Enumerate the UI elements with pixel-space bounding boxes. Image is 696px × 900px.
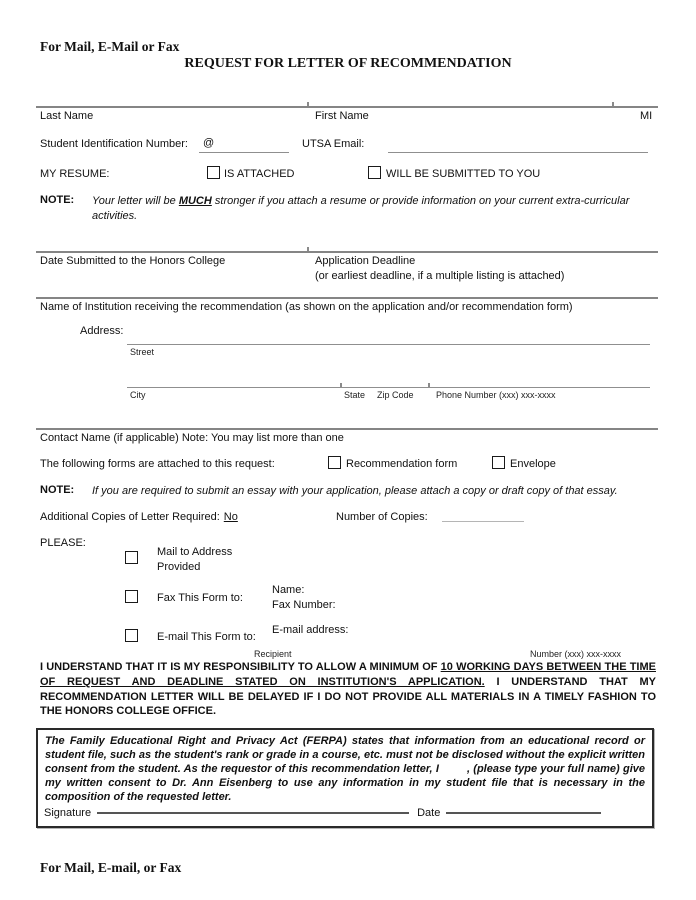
table-divider-tick — [307, 247, 309, 251]
student-id-label: Student Identification Number: — [40, 138, 188, 150]
date-label: Date — [417, 807, 441, 819]
last-name-label: Last Name — [40, 110, 94, 122]
header-audience-label: For Mail, E-Mail or Fax — [40, 39, 180, 54]
student-id-value: @ — [203, 137, 215, 149]
ferpa-consent-box — [36, 728, 654, 828]
ferpa-text-before-blank: The Family Educational Right and Privacy Act (FERPA) states that information from an educational record or student file, such as the student's rank or grade in a course, etc. must not be disclosed without the explicit written consent from the student. As the requestor of this recommendation letter, I — [45, 735, 645, 775]
note-resume-text-before: Your letter will be — [92, 195, 179, 207]
mail-option-label: Mail to Address Provided — [157, 546, 233, 573]
phone-caption: Phone Number (xxx) xxx-xxxx — [436, 390, 556, 400]
table-divider-tick — [612, 102, 614, 106]
recipient-number-caption: Number (xxx) xxx-xxxx — [530, 649, 622, 659]
footer-audience-label: For Mail, E-mail, or Fax — [40, 860, 182, 875]
table-divider-tick — [428, 383, 430, 387]
note-essay-text: If you are required to submit an essay with your application, please attach a copy or draft copy of that essay. — [92, 485, 618, 497]
please-label: PLEASE: — [40, 537, 86, 549]
signature-label: Signature — [44, 807, 92, 819]
divider-contact — [36, 428, 658, 430]
acknowledgement-text-after: I UNDERSTAND THAT MY RECOMMENDATION LETTER WILL BE DELAYED IF I DO NOT PROVIDE ALL MATERIALS IN A TIMELY FASHION TO THE HONORS COLLEGE OFFICE. — [40, 675, 657, 718]
fax-number-label: Fax Number: — [272, 599, 336, 611]
recommendation-form-label: Recommendation form — [346, 458, 458, 470]
address-label: Address: — [80, 325, 124, 337]
first-name-label: First Name — [315, 110, 369, 122]
fax-name-label: Name: — [272, 584, 305, 596]
additional-copies-label-text: Additional Copies of Letter Required: — [40, 511, 220, 523]
attached-forms-label: The following forms are attached to this request: — [40, 458, 275, 470]
middle-initial-label: MI — [640, 110, 653, 122]
resume-attached-label: IS ATTACHED — [224, 168, 295, 180]
signature-row — [44, 807, 609, 819]
city-caption: City — [130, 390, 146, 400]
table-divider-tick — [340, 383, 342, 387]
ferpa-text-after-blank: , (please type your full name) give my written consent to Dr. Ann Eisenberg to use any information in my student file that is necessary in the composition of the requested letter. — [45, 763, 645, 803]
utsa-email-field[interactable] — [388, 152, 648, 153]
table-divider-tick — [307, 102, 309, 106]
street-caption: Street — [130, 347, 155, 357]
acknowledgement-text-before: I UNDERSTAND THAT IT IS MY RESPONSIBILITY TO ALLOW A MINIMUM OF — [40, 661, 441, 673]
city-state-zip-field[interactable] — [127, 387, 650, 388]
note-resume-text-after: stronger if you attach a resume or provide information on your current extra-curricular activities. — [92, 195, 630, 222]
note-resume-label: NOTE: — [40, 194, 75, 206]
fax-option-label: Fax This Form to: — [157, 592, 243, 604]
divider-institution — [36, 297, 658, 299]
application-deadline-note: (or earliest deadline, if a multiple listing is attached) — [315, 270, 565, 282]
student-id-field[interactable] — [199, 152, 289, 153]
application-deadline-label: Application Deadline — [315, 255, 416, 267]
resume-label: MY RESUME: — [40, 168, 110, 180]
recipient-caption: Recipient — [254, 649, 292, 659]
additional-copies-value: No — [223, 511, 238, 523]
fax-option-checkbox[interactable] — [125, 590, 138, 603]
note-resume-text — [92, 194, 654, 224]
resume-attached-checkbox[interactable] — [207, 166, 220, 179]
ferpa-text — [45, 734, 645, 804]
street-field[interactable] — [127, 344, 650, 345]
email-address-label: E-mail address: — [272, 624, 349, 636]
institution-name-label: Name of Institution receiving the recommendation (as shown on the application and/or recommendation form) — [40, 301, 573, 313]
date-field[interactable] — [446, 812, 601, 814]
note-essay-label: NOTE: — [40, 484, 75, 496]
number-of-copies-label: Number of Copies: — [336, 511, 428, 523]
recommendation-form-checkbox[interactable] — [328, 456, 341, 469]
acknowledgement-paragraph — [40, 660, 656, 719]
envelope-label: Envelope — [510, 458, 556, 470]
envelope-checkbox[interactable] — [492, 456, 505, 469]
signature-field[interactable] — [97, 812, 409, 814]
acknowledgement-text-underlined: 10 WORKING DAYS BETWEEN THE TIME OF REQUEST AND DEADLINE STATED ON INSTITUTION'S APPLICATION. — [40, 661, 656, 688]
email-option-label: E-mail This Form to: — [157, 631, 256, 643]
divider-date-row — [36, 251, 658, 253]
utsa-email-label: UTSA Email: — [302, 138, 365, 150]
number-of-copies-field[interactable] — [442, 521, 524, 522]
date-submitted-label: Date Submitted to the Honors College — [40, 255, 226, 267]
fax-fields — [272, 583, 336, 613]
page-title: REQUEST FOR LETTER OF RECOMMENDATION — [184, 56, 512, 71]
resume-submitted-label: WILL BE SUBMITTED TO YOU — [386, 168, 541, 180]
zip-caption: Zip Code — [377, 390, 414, 400]
contact-name-label: Contact Name (if applicable) Note: You may list more than one — [40, 432, 344, 444]
email-option-checkbox[interactable] — [125, 629, 138, 642]
resume-submitted-checkbox[interactable] — [368, 166, 381, 179]
additional-copies-label — [40, 511, 238, 523]
divider-name-row — [36, 106, 658, 108]
state-caption: State — [344, 390, 366, 400]
mail-option-checkbox[interactable] — [125, 551, 138, 564]
note-resume-text-emphasis: MUCH — [178, 195, 212, 207]
